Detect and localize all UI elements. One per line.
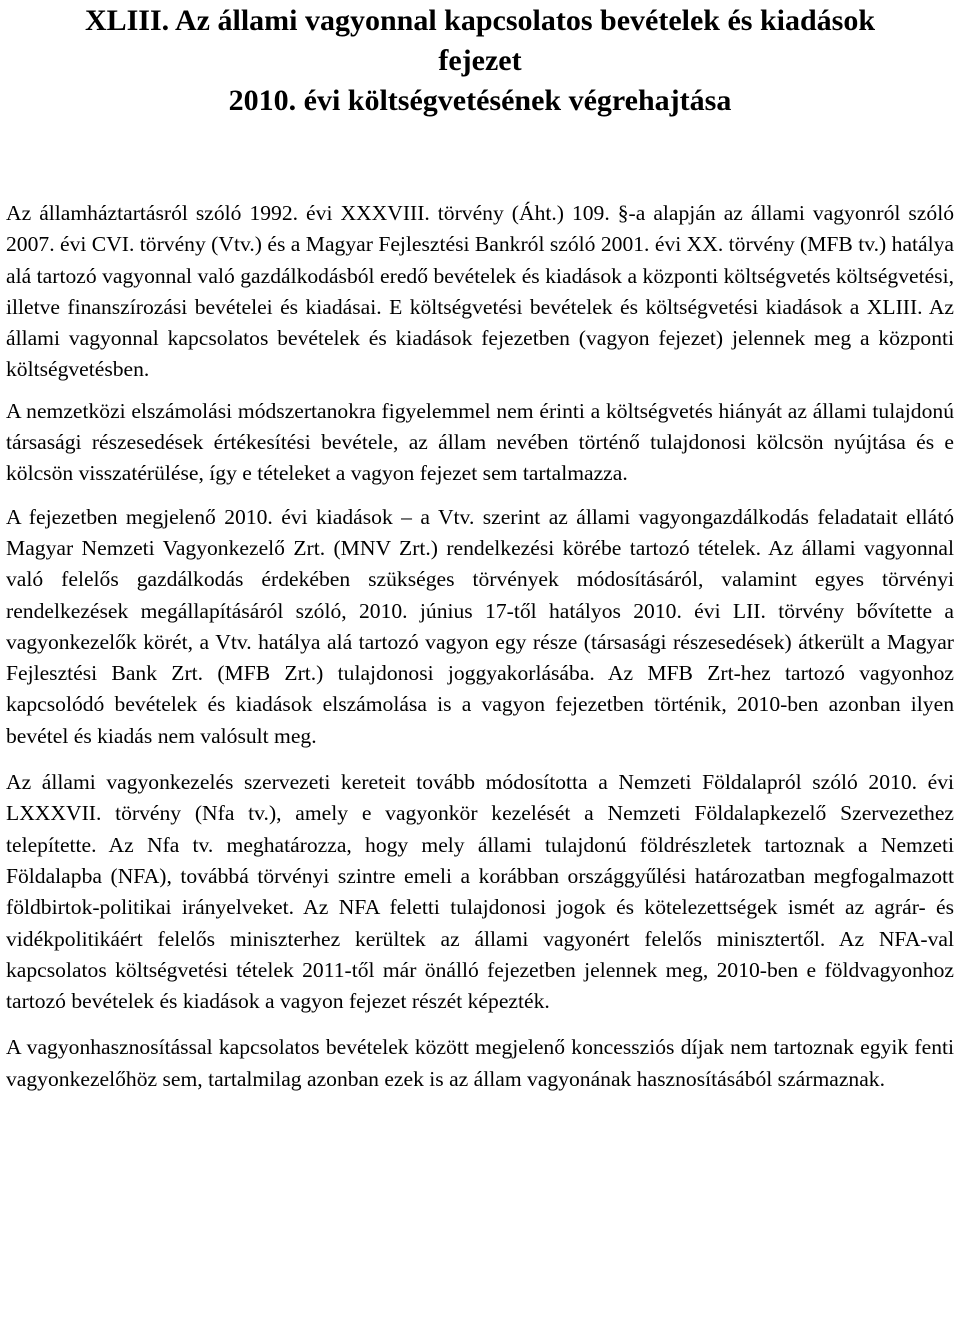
title-line-3: 2010. évi költségvetésének végrehajtása <box>228 84 732 117</box>
paragraph-expenditures-mnv: A fejezetben megjelenő 2010. évi kiadások – a Vtv. szerint az állami vagyongazdálkodás feladatait ellátó Magyar Nemzeti Vagyonkezelő Zrt. (MNV Zrt.) rendelkezési körébe tartozó tételek. Az állami vagyonnal való felelős gazdálkodás érdekében szükséges törvények módosításáról, valamint egyes törvényi rendelkezések megállapításáról szóló, 2010. június 17-től hatályos 2010. évi LII. törvény bővítette a vagyonkezelők körét, a Vtv. hatálya alá tartozó vagyon egy része (társasági részesedések) átkerült a Magyar Fejlesztési Bank Zrt. (MFB Zrt.) tulajdonosi joggyakorlásába. Az MFB Zrt-hez tartozó vagyonhoz kapcsolódó bevételek és kiadások elszámolása is a vagyon fejezetben történik, 2010-ben azonban ilyen bevétel és kiadás nem valósult meg. <box>6 504 954 748</box>
title-line-2: fejezet <box>438 44 522 77</box>
document-page <box>6 0 954 1095</box>
paragraph-accounting-methods: A nemzetközi elszámolási módszertanokra figyelemmel nem érinti a költségvetés hiányát az állami tulajdonú társasági részesedések értékesítési bevétele, az állam nevében történő tulajdonosi kölcsön nyújtása és e kölcsön visszatérülése, így e tételeket a vagyon fejezet sem tartalmazza. <box>6 398 954 486</box>
paragraph-land-fund: Az állami vagyonkezelés szervezeti kereteit tovább módosította a Nemzeti Földalapról szóló 2010. évi LXXXVII. törvény (Nfa tv.), amely e vagyonkör kezelését a Nemzeti Földalapkezelő Szervezethez telepítette. Az Nfa tv. meghatározza, hogy mely állami tulajdonú földrészletek tartoznak a Nemzeti Földalapba (NFA), továbbá törvényi szintre emeli a korábban országgyűlési határozatban megfogalmazott földbirtok-politikai irányelveket. Az NFA feletti tulajdonosi jogok és kötelezettségek ismét az agrár- és vidékpolitikáért felelős miniszterhez kerültek az állami vagyonért felelős minisztertől. Az NFA-val kapcsolatos költségvetési tételek 2011-től már önálló fejezetben jelennek meg, 2010-ben e földvagyonhoz tartozó bevételek és kiadások a vagyon fejezet részét képezték. <box>6 770 954 1014</box>
paragraph-legal-basis: Az államháztartásról szóló 1992. évi XXXVIII. törvény (Áht.) 109. §-a alapján az állami vagyonról szóló 2007. évi CVI. törvény (Vtv.) és a Magyar Fejlesztési Bankról szóló 2001. évi XX. törvény (MFB tv.) hatálya alá tartozó vagyonnal való gazdálkodásból eredő bevételek és kiadások a központi költségvetés költségvetési, illetve finanszírozási bevételei és kiadásai. E költségvetési bevételek és költségvetési kiadások a XLIII. Az állami vagyonnal kapcsolatos bevételek és kiadások fejezetben (vagyon fejezet) jelennek meg a központi költségvetésben. <box>6 201 954 382</box>
document-body <box>6 198 954 1095</box>
paragraph-concession-fees: A vagyonhasznosítással kapcsolatos bevételek között megjelenő koncessziós díjak nem tartoznak egyik fenti vagyonkezelőhöz sem, tartalmilag azonban ezek is az állam vagyonának hasznosításából származnak. <box>6 1035 954 1091</box>
title-line-1: XLIII. Az állami vagyonnal kapcsolatos bevételek és kiadások <box>84 4 876 37</box>
document-title <box>6 0 954 121</box>
